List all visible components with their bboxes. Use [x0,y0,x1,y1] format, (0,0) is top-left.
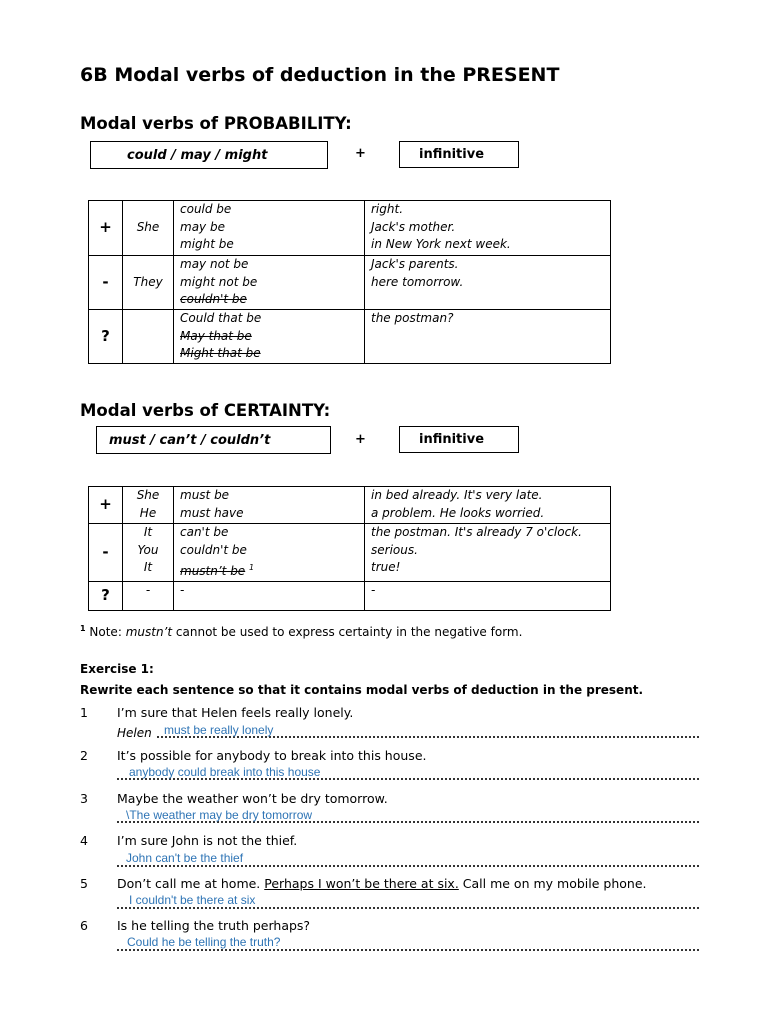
verb-text-with-footnote [180,559,358,581]
probability-infinitive-box: infinitive [399,141,519,168]
footnote-text: cannot be used to express certainty in the negative form. [175,625,523,639]
subject-text: She [136,488,160,502]
verb-cell [174,581,365,610]
item-prompt: I’m sure John is not the thief. [117,833,298,848]
sign-cell: + [89,487,123,524]
subject-text: It [143,525,153,539]
complement-text: - [371,582,376,597]
subject-text: They [133,274,163,289]
exercise-instruction: Rewrite each sentence so that it contains modal verbs of deduction in the present. [80,683,644,697]
answer-line[interactable] [117,949,699,951]
sign-cell: + [89,201,123,256]
item-answer[interactable]: must be really lonely [164,723,274,737]
item-number: 5 [80,876,88,891]
verb-cell [174,256,365,310]
subject-cell [123,256,174,310]
complement-cell [365,524,611,582]
complement-cell [365,310,611,364]
item-answer[interactable]: \The weather may be dry tomorrow [126,808,313,822]
complement-text: in bed already. It's very late. [371,488,543,502]
complement-cell [365,487,611,524]
subject-text: You [137,542,159,557]
subject-cell [123,201,174,256]
certainty-formula-box: must / can’t / couldn’t [96,426,331,454]
subject-text: - [145,582,151,597]
item-prompt: I’m sure that Helen feels really lonely. [117,705,354,720]
verb-text: could be [180,202,232,216]
verb-text-struck: mustn’t be [180,564,246,578]
verb-cell [174,524,365,582]
subject-text: He [139,505,157,520]
complement-cell [365,256,611,310]
verb-text-struck: couldn't be [180,292,247,306]
item-number: 1 [80,705,88,720]
answer-line[interactable] [117,907,699,909]
sign-cell: ? [89,581,123,610]
item-prefix: Helen [117,726,152,740]
subject-text: She [136,220,160,235]
verb-text: may be [180,219,225,234]
verb-text: can't be [180,525,229,539]
table-row [89,256,611,310]
certainty-plus: + [355,432,366,447]
item-number: 2 [80,748,88,763]
verb-cell [174,201,365,256]
probability-formula-box: could / may / might [90,141,328,169]
certainty-infinitive-box: infinitive [399,426,519,453]
sign-cell: ? [89,310,123,364]
complement-text: right. [371,202,404,216]
subject-text: It [143,560,153,574]
item-prompt [117,876,646,891]
item-number: 6 [80,918,88,933]
item-number: 3 [80,791,88,806]
table-row [89,310,611,364]
footnote-term: mustn’t [125,625,173,639]
complement-text: Jack's mother. [371,219,456,234]
complement-text: Jack's parents. [371,257,459,271]
verb-text: must be [180,488,230,502]
footnote-number: 1 [80,624,86,633]
sign-cell: - [89,256,123,310]
verb-cell [174,487,365,524]
verb-text: - [180,582,185,597]
verb-text: couldn't be [180,542,247,557]
page-title: 6B Modal verbs of deduction in the PRESENT [80,64,560,86]
item-prompt: Maybe the weather won’t be dry tomorrow. [117,791,388,806]
complement-cell [365,201,611,256]
item-answer[interactable]: I couldn't be there at six [129,893,256,907]
item-prompt: It’s possible for anybody to break into this house. [117,748,427,763]
complement-text: a problem. He looks worried. [371,505,545,520]
item-prompt-part: Call me on my mobile phone. [458,876,647,891]
probability-heading: Modal verbs of PROBABILITY: [80,114,352,133]
verb-text: might not be [180,274,258,289]
exercise-title: Exercise 1: [80,662,154,676]
footnote-marker: 1 [249,563,255,572]
item-answer[interactable]: anybody could break into this house [129,765,321,779]
verb-cell [174,310,365,364]
verb-text-struck: Might that be [180,346,261,360]
item-answer[interactable]: Could he be telling the truth? [127,935,281,949]
sign-cell: - [89,524,123,582]
complement-text: the postman? [371,311,454,325]
verb-text: must have [180,505,244,520]
footnote [80,624,522,639]
probability-plus: + [355,146,366,161]
footnote-label: Note: [89,625,122,639]
complement-text: serious. [371,542,418,557]
certainty-table [88,486,611,611]
table-row [89,524,611,582]
complement-text: the postman. It's already 7 o'clock. [371,525,582,539]
verb-text: might be [180,237,234,251]
verb-text: Could that be [180,311,262,325]
subject-cell [123,581,174,610]
subject-cell [123,487,174,524]
verb-text-struck: May that be [180,328,252,343]
probability-table [88,200,611,364]
item-prompt-part: Don’t call me at home. [117,876,265,891]
table-row [89,487,611,524]
subject-cell [123,310,174,364]
verb-text: may not be [180,257,249,271]
complement-text: here tomorrow. [371,274,464,289]
item-answer[interactable]: John can't be the thief [126,851,244,865]
complement-text: true! [371,560,401,574]
item-prompt: Is he telling the truth perhaps? [117,918,311,933]
table-row [89,581,611,610]
table-row [89,201,611,256]
complement-cell [365,581,611,610]
subject-cell [123,524,174,582]
item-prompt-underlined: Perhaps I won’t be there at six. [264,876,459,891]
answer-line[interactable] [117,865,699,867]
certainty-heading: Modal verbs of CERTAINTY: [80,401,331,420]
item-number: 4 [80,833,88,848]
complement-text: in New York next week. [371,237,511,251]
